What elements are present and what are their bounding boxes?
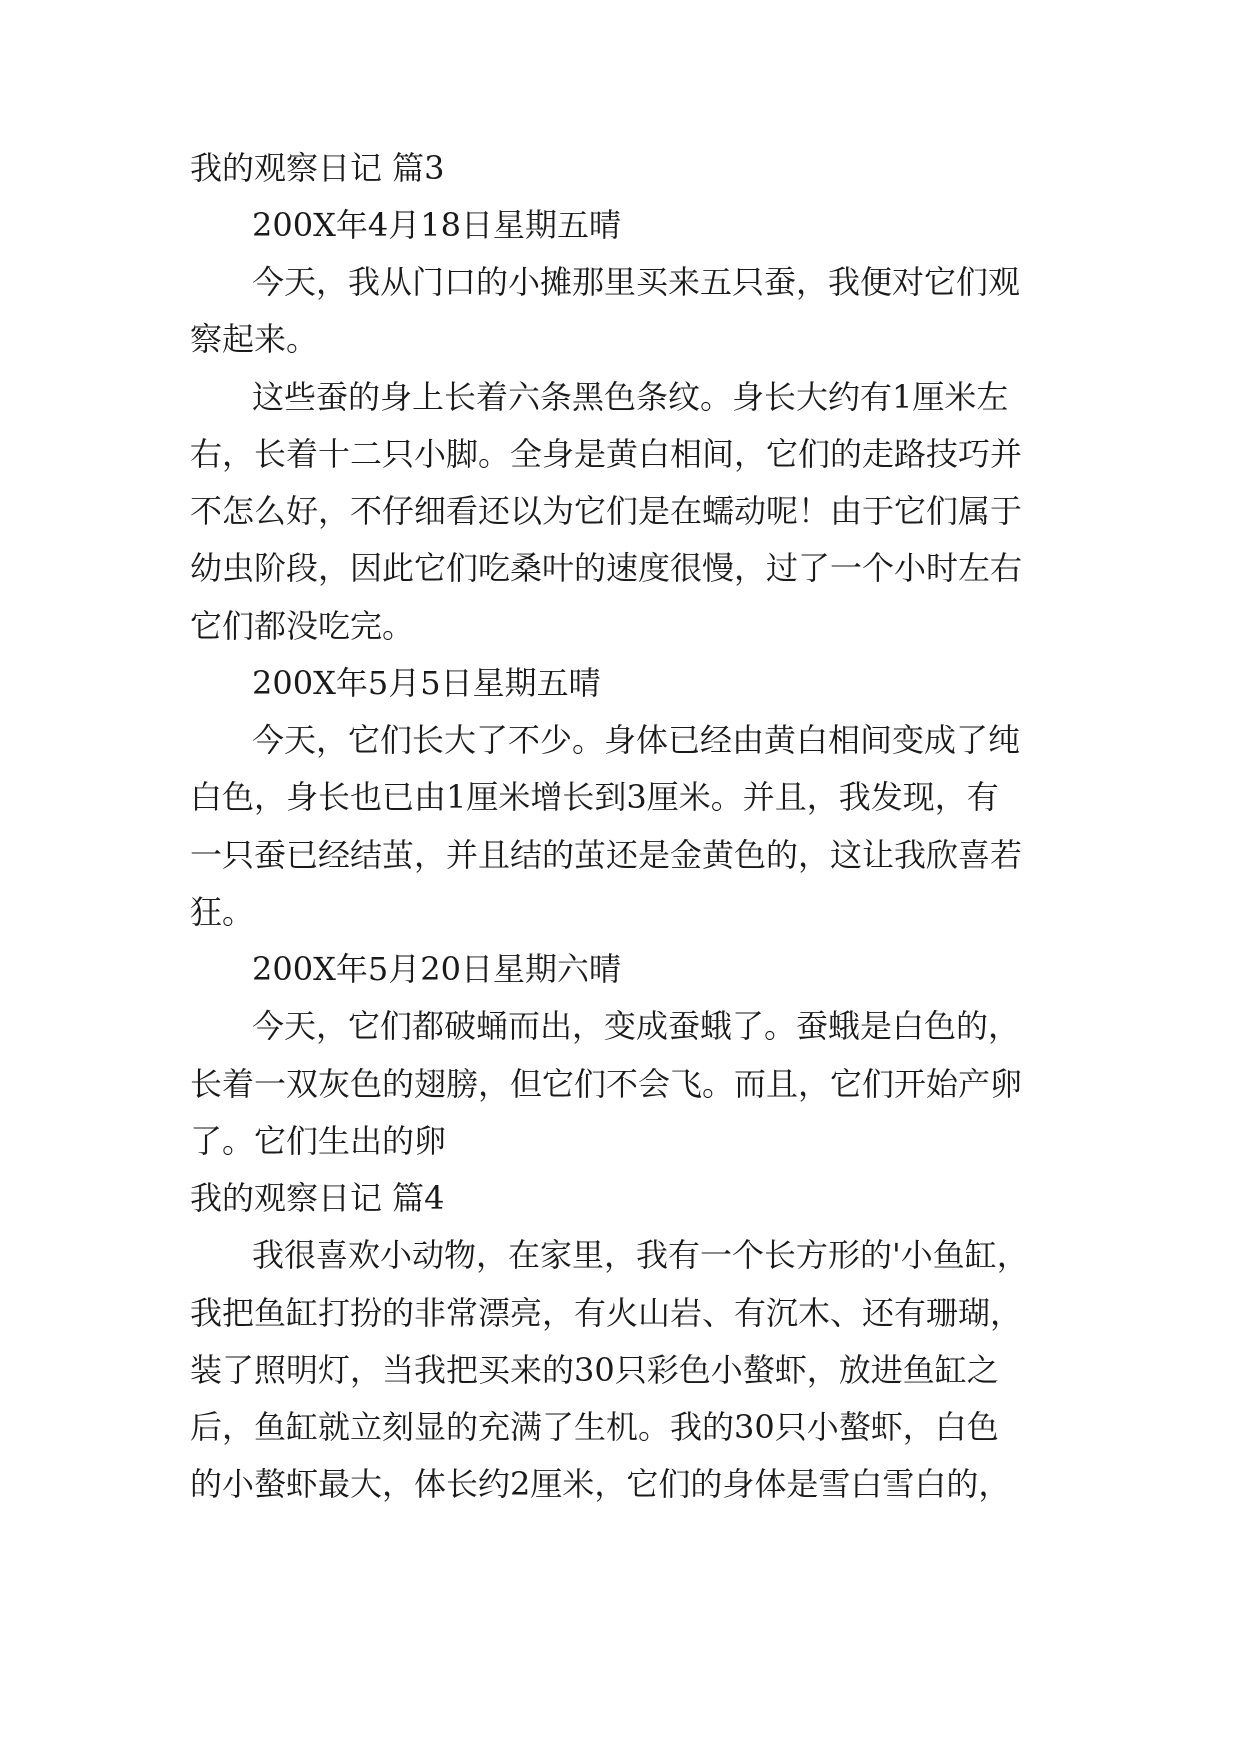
paragraph-line: 这些蚕的身上长着六条黑色条纹。身长大约有1厘米左: [252, 378, 1009, 416]
paragraph-line: 它们都没吃完。: [190, 607, 415, 645]
paragraph-line: 狂。: [190, 893, 255, 931]
paragraph-line: 不怎么好，不仔细看还以为它们是在蠕动呢！由于它们属于: [190, 492, 1023, 530]
diary-date: 200X年5月5日星期五晴: [252, 664, 601, 702]
paragraph-line: 后，鱼缸就立刻显的充满了生机。我的30只小螯虾，白色: [190, 1408, 999, 1446]
paragraph-line: 长着一双灰色的翅膀，但它们不会飞。而且，它们开始产卵: [190, 1065, 1023, 1103]
paragraph-line: 了。它们生出的卵: [190, 1122, 447, 1160]
paragraph-line: 我很喜欢小动物，在家里，我有一个长方形的'小鱼缸，: [252, 1236, 1029, 1274]
paragraph-line: 今天，它们都破蛹而出，变成蚕蛾了。蚕蛾是白色的，: [252, 1007, 1021, 1045]
diary-date: 200X年4月18日星期五晴: [252, 206, 621, 244]
paragraph-line: 的小螯虾最大，体长约2厘米，它们的身体是雪白雪白的，: [190, 1465, 1011, 1503]
paragraph-line: 右，长着十二只小脚。全身是黄白相间，它们的走路技巧并: [190, 435, 1023, 473]
paragraph-line: 我把鱼缸打扮的非常漂亮，有火山岩、有沉木、还有珊瑚，: [190, 1294, 1023, 1332]
section-title-3: 我的观察日记 篇3: [190, 149, 445, 187]
section-title-4: 我的观察日记 篇4: [190, 1179, 445, 1217]
paragraph-line: 今天，我从门口的小摊那里买来五只蚕，我便对它们观: [252, 263, 1021, 301]
paragraph-line: 白色，身长也已由1厘米增长到3厘米。并且，我发现，有: [190, 778, 999, 816]
paragraph-line: 幼虫阶段，因此它们吃桑叶的速度很慢，过了一个小时左右: [190, 549, 1023, 587]
diary-date: 200X年5月20日星期六晴: [252, 950, 621, 988]
paragraph-line: 一只蚕已经结茧，并且结的茧还是金黄色的，这让我欣喜若: [190, 836, 1023, 874]
paragraph-line: 察起来。: [190, 320, 319, 358]
paragraph-line: 今天，它们长大了不少。身体已经由黄白相间变成了纯: [252, 721, 1021, 759]
paragraph-line: 装了照明灯，当我把买来的30只彩色小螯虾，放进鱼缸之: [190, 1351, 999, 1389]
